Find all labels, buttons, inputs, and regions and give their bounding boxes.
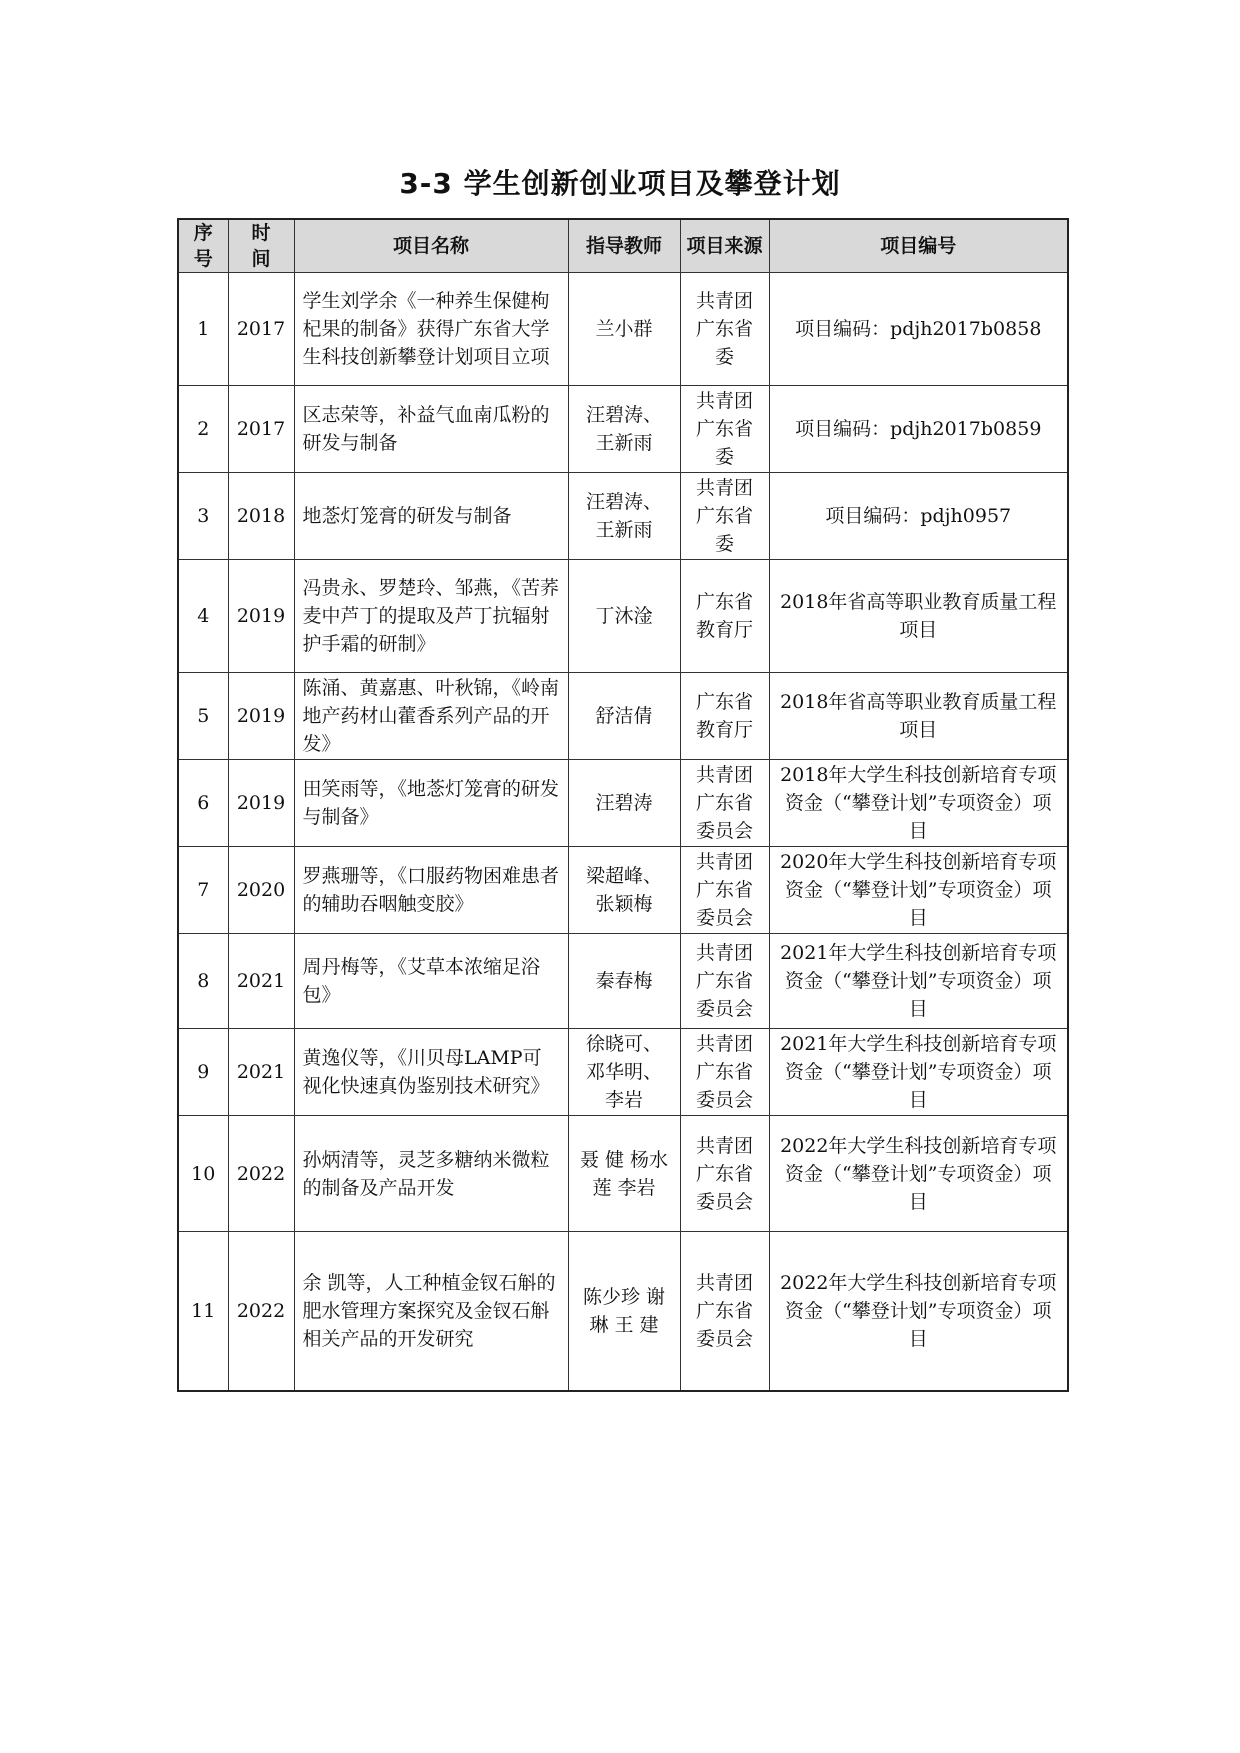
projects-table: [177, 218, 1069, 1392]
table-row: [178, 934, 1068, 1029]
row-number: 6: [178, 760, 228, 847]
row-project-code: 项目编码：pdjh0957: [769, 473, 1068, 560]
row-teacher: 汪碧涛: [568, 760, 680, 847]
row-year: 2020: [228, 847, 294, 934]
row-year: 2019: [228, 560, 294, 673]
table-row: [178, 1232, 1068, 1391]
row-teacher: 陈少珍 谢 琳 王 建: [568, 1232, 680, 1391]
row-project-code: 2022年大学生科技创新培育专项资金（“攀登计划”专项资金）项目: [769, 1232, 1068, 1391]
row-source: 广东省教育厅: [680, 560, 769, 673]
row-year: 2021: [228, 1029, 294, 1116]
row-teacher: 梁超峰、张颖梅: [568, 847, 680, 934]
row-year: 2018: [228, 473, 294, 560]
page-title: 3-3 学生创新创业项目及攀登计划: [399, 167, 841, 200]
row-teacher: 舒洁倩: [568, 673, 680, 760]
header-name: 项目名称: [294, 219, 568, 273]
row-year: 2019: [228, 760, 294, 847]
row-teacher: 汪碧涛、王新雨: [568, 473, 680, 560]
row-project-name: 田笑雨等，《地菍灯笼膏的研发与制备》: [294, 760, 568, 847]
row-number: 1: [178, 273, 228, 386]
row-project-name: 陈涌、黄嘉惠、叶秋锦，《岭南地产药材山藿香系列产品的开发》: [294, 673, 568, 760]
row-number: 7: [178, 847, 228, 934]
row-year: 2022: [228, 1116, 294, 1232]
table-row: [178, 473, 1068, 560]
row-project-name: 周丹梅等，《艾草本浓缩足浴包》: [294, 934, 568, 1029]
row-number: 10: [178, 1116, 228, 1232]
row-number: 3: [178, 473, 228, 560]
row-number: 8: [178, 934, 228, 1029]
row-project-name: 黄逸仪等，《川贝母LAMP可视化快速真伪鉴别技术研究》: [294, 1029, 568, 1116]
row-source: 共青团广东省委: [680, 473, 769, 560]
row-project-code: 2018年省高等职业教育质量工程项目: [769, 673, 1068, 760]
row-teacher: 秦春梅: [568, 934, 680, 1029]
row-teacher: 聂 健 杨水莲 李岩: [568, 1116, 680, 1232]
table-row: [178, 1029, 1068, 1116]
row-year: 2022: [228, 1232, 294, 1391]
row-source: 共青团广东省委员会: [680, 1116, 769, 1232]
row-project-code: 2021年大学生科技创新培育专项资金（“攀登计划”专项资金）项目: [769, 1029, 1068, 1116]
table-header-row: [178, 219, 1068, 273]
row-project-code: 2020年大学生科技创新培育专项资金（“攀登计划”专项资金）项目: [769, 847, 1068, 934]
row-number: 2: [178, 386, 228, 473]
row-number: 9: [178, 1029, 228, 1116]
row-source: 共青团广东省委员会: [680, 760, 769, 847]
row-teacher: 丁沐淦: [568, 560, 680, 673]
row-number: 11: [178, 1232, 228, 1391]
header-code: 项目编号: [769, 219, 1068, 273]
row-source: 共青团广东省委员会: [680, 1029, 769, 1116]
row-source: 共青团广东省委: [680, 386, 769, 473]
row-teacher: 兰小群: [568, 273, 680, 386]
row-source: 共青团广东省委员会: [680, 1232, 769, 1391]
row-project-code: 2022年大学生科技创新培育专项资金（“攀登计划”专项资金）项目: [769, 1116, 1068, 1232]
table-row: [178, 386, 1068, 473]
row-project-name: 冯贵永、罗楚玲、邹燕，《苦荞麦中芦丁的提取及芦丁抗辐射护手霜的研制》: [294, 560, 568, 673]
header-year: 时间: [228, 219, 294, 273]
row-year: 2019: [228, 673, 294, 760]
row-project-code: 2018年大学生科技创新培育专项资金（“攀登计划”专项资金）项目: [769, 760, 1068, 847]
table-row: [178, 847, 1068, 934]
header-source: 项目来源: [680, 219, 769, 273]
table-row: [178, 673, 1068, 760]
row-project-name: 孙炳清等，灵芝多糖纳米微粒的制备及产品开发: [294, 1116, 568, 1232]
table-row: [178, 560, 1068, 673]
row-year: 2021: [228, 934, 294, 1029]
row-project-code: 项目编码：pdjh2017b0858: [769, 273, 1068, 386]
row-project-name: 区志荣等，补益气血南瓜粉的研发与制备: [294, 386, 568, 473]
row-number: 4: [178, 560, 228, 673]
row-project-code: 2018年省高等职业教育质量工程项目: [769, 560, 1068, 673]
row-source: 共青团广东省委员会: [680, 847, 769, 934]
header-no: 序号: [178, 219, 228, 273]
row-project-code: 2021年大学生科技创新培育专项资金（“攀登计划”专项资金）项目: [769, 934, 1068, 1029]
row-project-name: 罗燕珊等，《口服药物困难患者的辅助吞咽触变胶》: [294, 847, 568, 934]
table-row: [178, 1116, 1068, 1232]
row-teacher: 汪碧涛、王新雨: [568, 386, 680, 473]
row-source: 广东省教育厅: [680, 673, 769, 760]
row-teacher: 徐晓可、邓华明、李岩: [568, 1029, 680, 1116]
header-teacher: 指导教师: [568, 219, 680, 273]
row-source: 共青团广东省委: [680, 273, 769, 386]
row-source: 共青团广东省委员会: [680, 934, 769, 1029]
row-project-name: 余 凯等，人工种植金钗石斛的肥水管理方案探究及金钗石斛相关产品的开发研究: [294, 1232, 568, 1391]
row-project-code: 项目编码：pdjh2017b0859: [769, 386, 1068, 473]
table-row: [178, 273, 1068, 386]
row-year: 2017: [228, 386, 294, 473]
row-number: 5: [178, 673, 228, 760]
table-row: [178, 760, 1068, 847]
row-project-name: 地菍灯笼膏的研发与制备: [294, 473, 568, 560]
row-project-name: 学生刘学余《一种养生保健枸杞果的制备》获得广东省大学生科技创新攀登计划项目立项: [294, 273, 568, 386]
row-year: 2017: [228, 273, 294, 386]
